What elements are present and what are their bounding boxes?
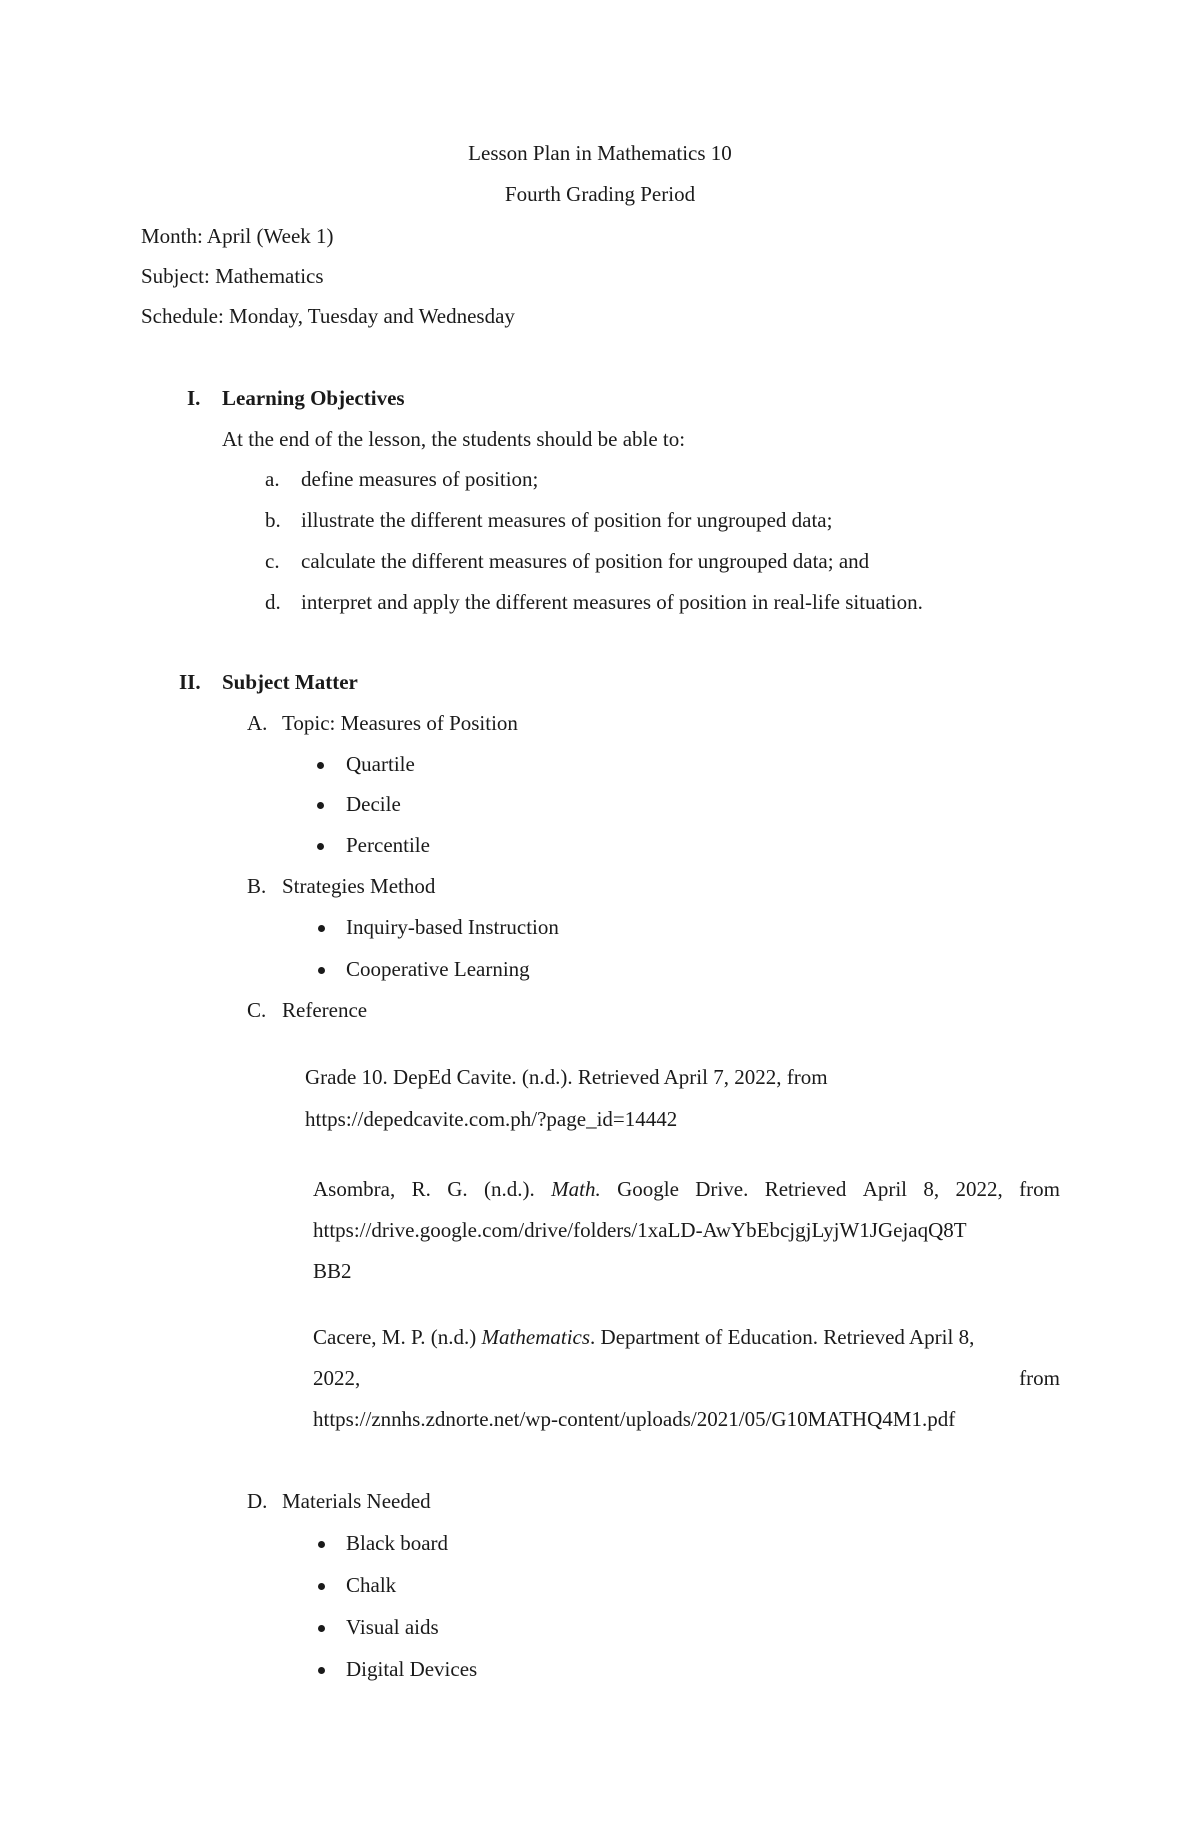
bullet-dot: [318, 967, 325, 974]
ref-word: 8,: [923, 1177, 940, 1201]
ref3-year: 2022,: [313, 1366, 361, 1390]
strategies-bullet-item: Cooperative Learning: [346, 957, 530, 981]
page-title: Lesson Plan in Mathematics 10: [468, 141, 732, 165]
bullet-dot: [317, 762, 324, 769]
materials-label: Materials Needed: [282, 1489, 431, 1513]
topic-bullet-item: Quartile: [346, 752, 415, 776]
objective-item: calculate the different measures of position for ungrouped data; and: [301, 549, 870, 573]
reference-3-url[interactable]: https://znnhs.zdnorte.net/wp-content/uploads/2021/05/G10MATHQ4M1.pdf: [313, 1407, 956, 1431]
bullet-dot: [318, 925, 325, 932]
objective-item: define measures of position;: [301, 467, 539, 491]
ref-word: April: [862, 1177, 908, 1201]
materials-bullet-item: Black board: [346, 1531, 449, 1555]
reference-2-line-1: [313, 1179, 1060, 1200]
ref3-title-italic: Mathematics: [481, 1325, 591, 1349]
reference-label: Reference: [282, 998, 368, 1022]
objective-marker: b.: [265, 508, 281, 532]
topic-marker: A.: [247, 711, 268, 735]
reference-2-url[interactable]: https://drive.google.com/drive/folders/1xaLD-AwYbEbcjgjLyjW1JGejaqQ8T: [313, 1218, 967, 1242]
ref-title-italic: Math.: [551, 1177, 601, 1201]
ref-word: Retrieved: [764, 1177, 847, 1201]
materials-marker: D.: [247, 1489, 268, 1513]
topic-bullet-item: Decile: [346, 792, 401, 816]
reference-1-url[interactable]: https://depedcavite.com.ph/?page_id=14442: [305, 1107, 678, 1131]
month-line: Month: April (Week 1): [141, 224, 334, 248]
bullet-dot: [318, 1625, 325, 1632]
page-subtitle: Fourth Grading Period: [504, 182, 696, 206]
ref-word: from: [1019, 1177, 1060, 1201]
objective-item: interpret and apply the different measures of position in real-life situation.: [301, 590, 923, 614]
topic-bullet-item: Percentile: [346, 833, 430, 857]
strategies-label: Strategies Method: [282, 874, 436, 898]
schedule-line: Schedule: Monday, Tuesday and Wednesday: [141, 304, 515, 328]
reference-3-line-1: [313, 1327, 974, 1348]
section-1-numeral: I.: [187, 386, 201, 410]
ref3-from: from: [1019, 1366, 1060, 1390]
ref-word: Drive.: [695, 1177, 749, 1201]
section-2-numeral: II.: [179, 670, 201, 694]
subject-line: Subject: Mathematics: [141, 264, 324, 288]
objective-marker: d.: [265, 590, 281, 614]
ref-word: (n.d.).: [484, 1177, 535, 1201]
bullet-dot: [317, 802, 324, 809]
ref3-prefix: Cacere, M. P. (n.d.): [313, 1325, 482, 1349]
ref-word: Google: [617, 1177, 679, 1201]
objectives-intro: At the end of the lesson, the students should be able to:: [222, 427, 686, 451]
bullet-dot: [318, 1667, 325, 1674]
ref-word: Asombra,: [313, 1177, 396, 1201]
reference-2-url-cont[interactable]: BB2: [313, 1259, 352, 1283]
bullet-dot: [317, 843, 324, 850]
ref-word: [551, 1179, 601, 1200]
objective-marker: a.: [265, 467, 280, 491]
reference-marker: C.: [247, 998, 267, 1022]
objective-item: illustrate the different measures of position for ungrouped data;: [301, 508, 833, 532]
objective-marker: c.: [265, 549, 280, 573]
bullet-dot: [318, 1541, 325, 1548]
reference-1-line-1: Grade 10. DepEd Cavite. (n.d.). Retrieved April 7, 2022, from: [305, 1065, 828, 1089]
strategies-bullet-item: Inquiry-based Instruction: [346, 915, 559, 939]
ref-word: G.: [447, 1177, 468, 1201]
section-2-title: Subject Matter: [222, 670, 358, 694]
strategies-marker: B.: [247, 874, 267, 898]
ref-word: R.: [411, 1177, 431, 1201]
reference-3-line-2: [313, 1368, 1060, 1389]
materials-bullet-item: Digital Devices: [346, 1657, 478, 1681]
materials-bullet-item: Chalk: [346, 1573, 397, 1597]
materials-bullet-item: Visual aids: [346, 1615, 439, 1639]
ref3-suffix: . Department of Education. Retrieved April 8,: [590, 1325, 975, 1349]
section-1-title: Learning Objectives: [222, 386, 405, 410]
ref-word: 2022,: [955, 1177, 1003, 1201]
bullet-dot: [318, 1583, 325, 1590]
topic-label: Topic: Measures of Position: [282, 711, 518, 735]
